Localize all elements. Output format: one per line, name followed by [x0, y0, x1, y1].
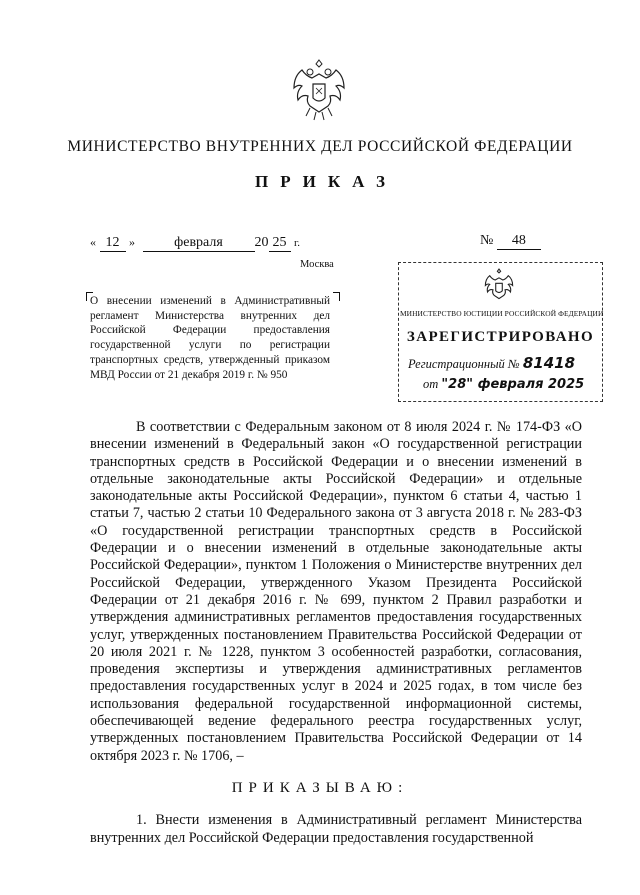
stamp-reg-number: 81418 [522, 354, 576, 372]
stamp-date-prefix: от [423, 377, 439, 391]
order-date [90, 235, 300, 252]
date-month: февраля [143, 235, 255, 252]
number-sign: № [480, 233, 494, 248]
stamp-organization: МИНИСТЕРСТВО ЮСТИЦИИ РОССИЙСКОЙ ФЕДЕРАЦИИ [400, 309, 604, 318]
preamble [90, 419, 582, 765]
city: Москва [300, 259, 334, 270]
date-year-prefix: 20 [254, 235, 269, 250]
order-item-1 [90, 812, 582, 847]
stamp-emblem-icon [482, 268, 516, 304]
date-open-quote: « [90, 235, 96, 249]
date-close-quote: » [129, 235, 135, 249]
preamble-paragraph: В соответствии с Федеральным законом от 8 июля 2024 г. № 174-ФЗ «О внесении изменений в Федеральный закон «О государственной регистрации транспортных средств в Российской Федерации и о внесении изменений в отдельные законодательные акты Российской Федерации» и отдельные законодательные акты Российской Федерации», пунктом 6 статьи 4, частью 1 статьи 7, частью 2 статьи 10 Федерального закона от 3 августа 2018 г. № 283-ФЗ «О государственной регистрации транспортных средств в Российской Федерации и о внесении изменений в отдельные законодательные акты Российской Федерации», пунктом 1 Положения о Министерстве внутренних дел Российской Федерации, утвержденного Указом Президента Российской Федерации от 21 декабря 2016 г. № 699, пунктом 2 Правил разработки и утверждения административных регламентов предоставления государственных услуг, утвержденных постановлением Правительства Российской Федерации от 20 июля 2021 г. № 1228, пунктом 3 особенностей разработки, согласования, проведения экспертизы и утверждения административных регламентов предоставления государственных услуг в 2024 и 2025 годах, в том числе без использования федеральной государственной информационной системы, обеспечивающей ведение федерального реестра государственных услуг, утвержденных постановлением Правительства Российской Федерации от 14 октября 2023 г. № 1706, – [90, 419, 582, 764]
coat-of-arms-icon [288, 56, 350, 122]
stamp-reg-label: Регистрационный № [408, 357, 520, 371]
subject-bracket-right [333, 292, 340, 301]
date-year-abbr: г. [294, 237, 301, 249]
date-year-suffix: 25 [269, 235, 291, 252]
stamp-registration-number [408, 354, 575, 372]
date-day: 12 [100, 235, 126, 252]
stamp-registered: ЗАРЕГИСТРИРОВАНО [406, 329, 595, 345]
stamp-date-value: "28" февраля 2025 [441, 377, 585, 392]
order-directive-heading: ПРИКАЗЫВАЮ: [231, 780, 409, 796]
order-subject: О внесении изменений в Административный регламент Министерства внутренних дел Российской Федерации предоставления государственной услуги по регистрации транспортных средств, утвержденный приказом МВД России от 21 декабря 2019 г. № 950 [90, 295, 330, 381]
order-number [480, 233, 541, 250]
order-item-1-text: 1. Внести изменения в Административный регламент Министерства внутренних дел Российской Федерации предоставления государственной [90, 812, 582, 846]
number-value: 48 [497, 233, 541, 250]
stamp-registration-date [423, 377, 584, 392]
ministry-title: МИНИСТЕРСТВО ВНУТРЕННИХ ДЕЛ РОССИЙСКОЙ ФЕДЕРАЦИИ [67, 138, 573, 155]
document-type-title: ПРИКАЗ [255, 172, 397, 191]
